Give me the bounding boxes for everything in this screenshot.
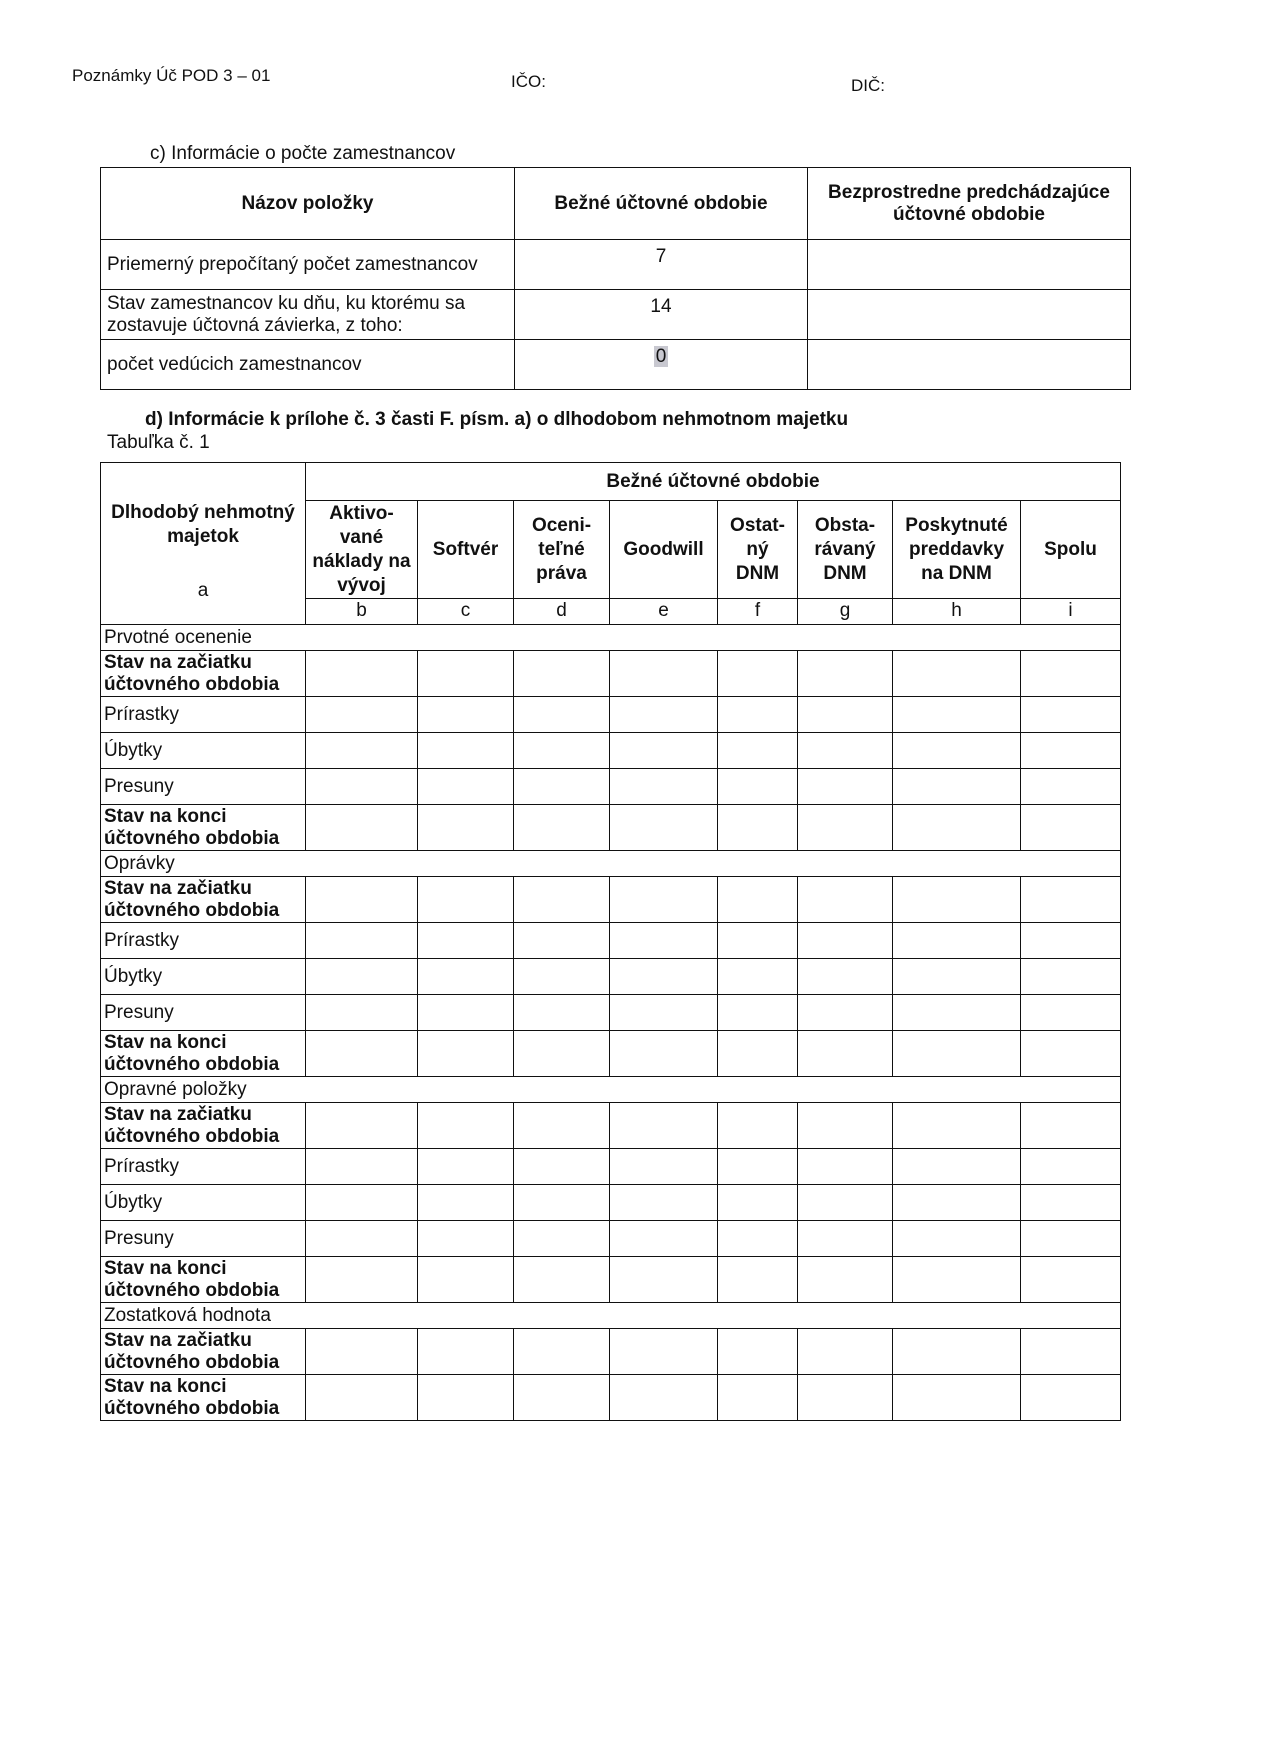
value-cell [418, 995, 514, 1031]
col-header: Oceni-teľné práva [514, 501, 610, 599]
value-cell [306, 1257, 418, 1303]
section-title: Oprávky [101, 851, 1121, 877]
value-cell [1021, 1257, 1121, 1303]
value-cell [418, 769, 514, 805]
value-cell [798, 1221, 893, 1257]
table-row [101, 697, 1121, 733]
table-row [101, 959, 1121, 995]
section-row [101, 851, 1121, 877]
value-cell [418, 733, 514, 769]
row-label: Presuny [101, 1221, 306, 1257]
table-label: Tabuľka č. 1 [107, 432, 210, 453]
value-cell [610, 877, 718, 923]
value-cell [1021, 877, 1121, 923]
row-label: Presuny [101, 995, 306, 1031]
value-cell [306, 1103, 418, 1149]
ico-label: IČO: [511, 72, 546, 91]
row-label: Prírastky [101, 697, 306, 733]
value-cell [610, 923, 718, 959]
value-cell [718, 923, 798, 959]
value-cell [718, 877, 798, 923]
value-cell [514, 1185, 610, 1221]
value-cell [514, 995, 610, 1031]
value-cell [418, 697, 514, 733]
value-cell [514, 959, 610, 995]
value-cell [514, 1031, 610, 1077]
table-row [101, 995, 1121, 1031]
value-cell [418, 923, 514, 959]
dic-label: DIČ: [851, 76, 885, 95]
value-cell [1021, 769, 1121, 805]
value-cell [893, 1221, 1021, 1257]
col-header: Obsta-rávaný DNM [798, 501, 893, 599]
value-cell [514, 923, 610, 959]
row-previous-value [808, 290, 1131, 340]
value-cell [718, 959, 798, 995]
section-title: Prvotné ocenenie [101, 625, 1121, 651]
value-cell [798, 651, 893, 697]
row-label: Prírastky [101, 923, 306, 959]
value-cell [1021, 1221, 1121, 1257]
value-cell [1021, 805, 1121, 851]
row-label: Úbytky [101, 733, 306, 769]
value-cell [893, 733, 1021, 769]
value-cell [418, 805, 514, 851]
employees-table [100, 167, 1131, 390]
value-cell [418, 1031, 514, 1077]
row-current-value: 14 [515, 290, 808, 340]
row-label: Stav na konci účtovného obdobia [101, 1257, 306, 1303]
value-cell [610, 733, 718, 769]
value-cell [718, 1257, 798, 1303]
value-cell [1021, 959, 1121, 995]
value-cell [306, 923, 418, 959]
value-cell [798, 733, 893, 769]
col-letter: c [418, 599, 514, 625]
value-cell [418, 1185, 514, 1221]
highlighted-value: 0 [655, 346, 667, 367]
value-cell [610, 1375, 718, 1421]
table-row [101, 1329, 1121, 1375]
value-cell [306, 959, 418, 995]
value-cell [893, 805, 1021, 851]
value-cell [306, 1031, 418, 1077]
value-cell [306, 1221, 418, 1257]
value-cell [718, 769, 798, 805]
value-cell [418, 1103, 514, 1149]
col-letter: g [798, 599, 893, 625]
section-row [101, 1077, 1121, 1103]
section-c-title: c) Informácie o počte zamestnancov [150, 143, 456, 164]
value-cell [1021, 1375, 1121, 1421]
value-cell [798, 1329, 893, 1375]
row-label: Úbytky [101, 1185, 306, 1221]
value-cell [306, 1149, 418, 1185]
row-label: Presuny [101, 769, 306, 805]
value-cell [1021, 697, 1121, 733]
value-cell [610, 1221, 718, 1257]
value-cell [514, 1103, 610, 1149]
row-label: Stav na konci účtovného obdobia [101, 1375, 306, 1421]
value-cell [798, 1185, 893, 1221]
value-cell [893, 1031, 1021, 1077]
value-cell [610, 1103, 718, 1149]
row-label: Stav na začiatku účtovného obdobia [101, 1103, 306, 1149]
col-header-current-period: Bežné účtovné obdobie [515, 168, 808, 240]
section-row [101, 1303, 1121, 1329]
value-cell [610, 805, 718, 851]
table-row [101, 1031, 1121, 1077]
value-cell [610, 995, 718, 1031]
table-row [101, 1185, 1121, 1221]
table-row [101, 1257, 1121, 1303]
value-cell [893, 697, 1021, 733]
value-cell [798, 805, 893, 851]
value-cell [798, 959, 893, 995]
table-row [101, 733, 1121, 769]
row-label: Priemerný prepočítaný počet zamestnancov [101, 240, 515, 290]
value-cell [1021, 923, 1121, 959]
col-letter: e [610, 599, 718, 625]
value-cell [1021, 1185, 1121, 1221]
table-header-row [101, 463, 1121, 501]
value-cell [893, 995, 1021, 1031]
value-cell [514, 1149, 610, 1185]
col-header: Spolu [1021, 501, 1121, 599]
letter-a: a [197, 580, 209, 601]
value-cell [1021, 1031, 1121, 1077]
value-cell [514, 1257, 610, 1303]
value-cell [418, 1375, 514, 1421]
value-cell [893, 1329, 1021, 1375]
col-letter: h [893, 599, 1021, 625]
row-header-label: Dlhodobý nehmotný majetok [111, 502, 295, 547]
value-cell [718, 1329, 798, 1375]
value-cell [514, 877, 610, 923]
row-label: počet vedúcich zamestnancov [101, 340, 515, 390]
value-cell [718, 733, 798, 769]
value-cell [798, 923, 893, 959]
value-cell [514, 769, 610, 805]
value-cell [418, 959, 514, 995]
value-cell [418, 651, 514, 697]
value-cell [893, 769, 1021, 805]
table-row [101, 769, 1121, 805]
value-cell [893, 1375, 1021, 1421]
value-cell [610, 697, 718, 733]
value-cell [893, 877, 1021, 923]
value-cell [798, 1375, 893, 1421]
value-cell [306, 877, 418, 923]
value-cell [798, 1031, 893, 1077]
value-cell [514, 1375, 610, 1421]
value-cell [718, 1149, 798, 1185]
row-label: Stav na konci účtovného obdobia [101, 805, 306, 851]
row-label: Prírastky [101, 1149, 306, 1185]
value-cell [610, 769, 718, 805]
value-cell [1021, 1329, 1121, 1375]
col-letter: f [718, 599, 798, 625]
table-row [101, 1221, 1121, 1257]
section-row [101, 625, 1121, 651]
table-row [101, 651, 1121, 697]
value-cell [418, 1221, 514, 1257]
value-cell [718, 1031, 798, 1077]
value-cell [798, 1103, 893, 1149]
col-header: Softvér [418, 501, 514, 599]
doc-id: Poznámky Úč POD 3 – 01 [72, 66, 271, 85]
value-cell [893, 1103, 1021, 1149]
value-cell [306, 995, 418, 1031]
value-cell [418, 1149, 514, 1185]
table-row [101, 1149, 1121, 1185]
table-row [101, 805, 1121, 851]
value-cell [893, 1149, 1021, 1185]
value-cell [610, 1149, 718, 1185]
section-title: Zostatková hodnota [101, 1303, 1121, 1329]
col-header: Poskytnuté preddavky na DNM [893, 501, 1021, 599]
value-cell [610, 959, 718, 995]
value-cell [893, 959, 1021, 995]
col-letter: d [514, 599, 610, 625]
col-letter: b [306, 599, 418, 625]
value-cell [514, 651, 610, 697]
value-cell [610, 1031, 718, 1077]
value-cell [718, 651, 798, 697]
value-cell [893, 923, 1021, 959]
value-cell [718, 1375, 798, 1421]
col-header: Goodwill [610, 501, 718, 599]
col-header-item-name: Názov položky [101, 168, 515, 240]
value-cell [514, 1221, 610, 1257]
value-cell [798, 995, 893, 1031]
row-label: Stav na začiatku účtovného obdobia [101, 877, 306, 923]
value-cell [610, 651, 718, 697]
value-cell [514, 733, 610, 769]
value-cell [1021, 995, 1121, 1031]
value-cell [306, 1329, 418, 1375]
value-cell [306, 651, 418, 697]
col-letter: i [1021, 599, 1121, 625]
value-cell [610, 1185, 718, 1221]
table-row [101, 923, 1121, 959]
value-cell [798, 1257, 893, 1303]
table-row [101, 1375, 1121, 1421]
table-row [101, 877, 1121, 923]
value-cell [418, 1257, 514, 1303]
value-cell [1021, 1149, 1121, 1185]
value-cell [514, 1329, 610, 1375]
value-cell [893, 651, 1021, 697]
row-current-value: 7 [515, 240, 808, 290]
value-cell [1021, 651, 1121, 697]
value-cell [306, 1185, 418, 1221]
value-cell [798, 877, 893, 923]
value-cell [306, 805, 418, 851]
row-previous-value [808, 240, 1131, 290]
value-cell [798, 1149, 893, 1185]
row-current-value [515, 340, 808, 390]
intangible-assets-table [100, 462, 1121, 1421]
value-cell [418, 877, 514, 923]
value-cell [1021, 1103, 1121, 1149]
value-cell [610, 1329, 718, 1375]
value-cell [306, 769, 418, 805]
row-label: Úbytky [101, 959, 306, 995]
value-cell [718, 697, 798, 733]
row-label: Stav na konci účtovného obdobia [101, 1031, 306, 1077]
row-label: Stav na začiatku účtovného obdobia [101, 651, 306, 697]
group-header-current-period: Bežné účtovné obdobie [306, 463, 1121, 501]
row-label: Stav na začiatku účtovného obdobia [101, 1329, 306, 1375]
value-cell [798, 697, 893, 733]
col-header: Aktivo-vané náklady na vývoj [306, 501, 418, 599]
value-cell [306, 1375, 418, 1421]
section-d-title: d) Informácie k prílohe č. 3 časti F. písm. a) o dlhodobom nehmotnom majetku [145, 409, 849, 430]
value-cell [306, 733, 418, 769]
value-cell [718, 1221, 798, 1257]
value-cell [893, 1257, 1021, 1303]
table-row [101, 1103, 1121, 1149]
value-cell [514, 697, 610, 733]
value-cell [718, 1185, 798, 1221]
value-cell [893, 1185, 1021, 1221]
value-cell [1021, 733, 1121, 769]
section-title: Opravné položky [101, 1077, 1121, 1103]
value-cell [418, 1329, 514, 1375]
row-header-cell [101, 463, 306, 625]
value-cell [798, 769, 893, 805]
value-cell [514, 805, 610, 851]
value-cell [718, 1103, 798, 1149]
value-cell [718, 995, 798, 1031]
value-cell [718, 805, 798, 851]
col-header-previous-period: Bezprostredne predchádzajúce účtovné obdobie [808, 168, 1131, 240]
value-cell [306, 697, 418, 733]
row-label: Stav zamestnancov ku dňu, ku ktorému sa zostavuje účtovná závierka, z toho: [101, 290, 515, 340]
value-cell [610, 1257, 718, 1303]
row-previous-value [808, 340, 1131, 390]
col-header: Ostat-ný DNM [718, 501, 798, 599]
